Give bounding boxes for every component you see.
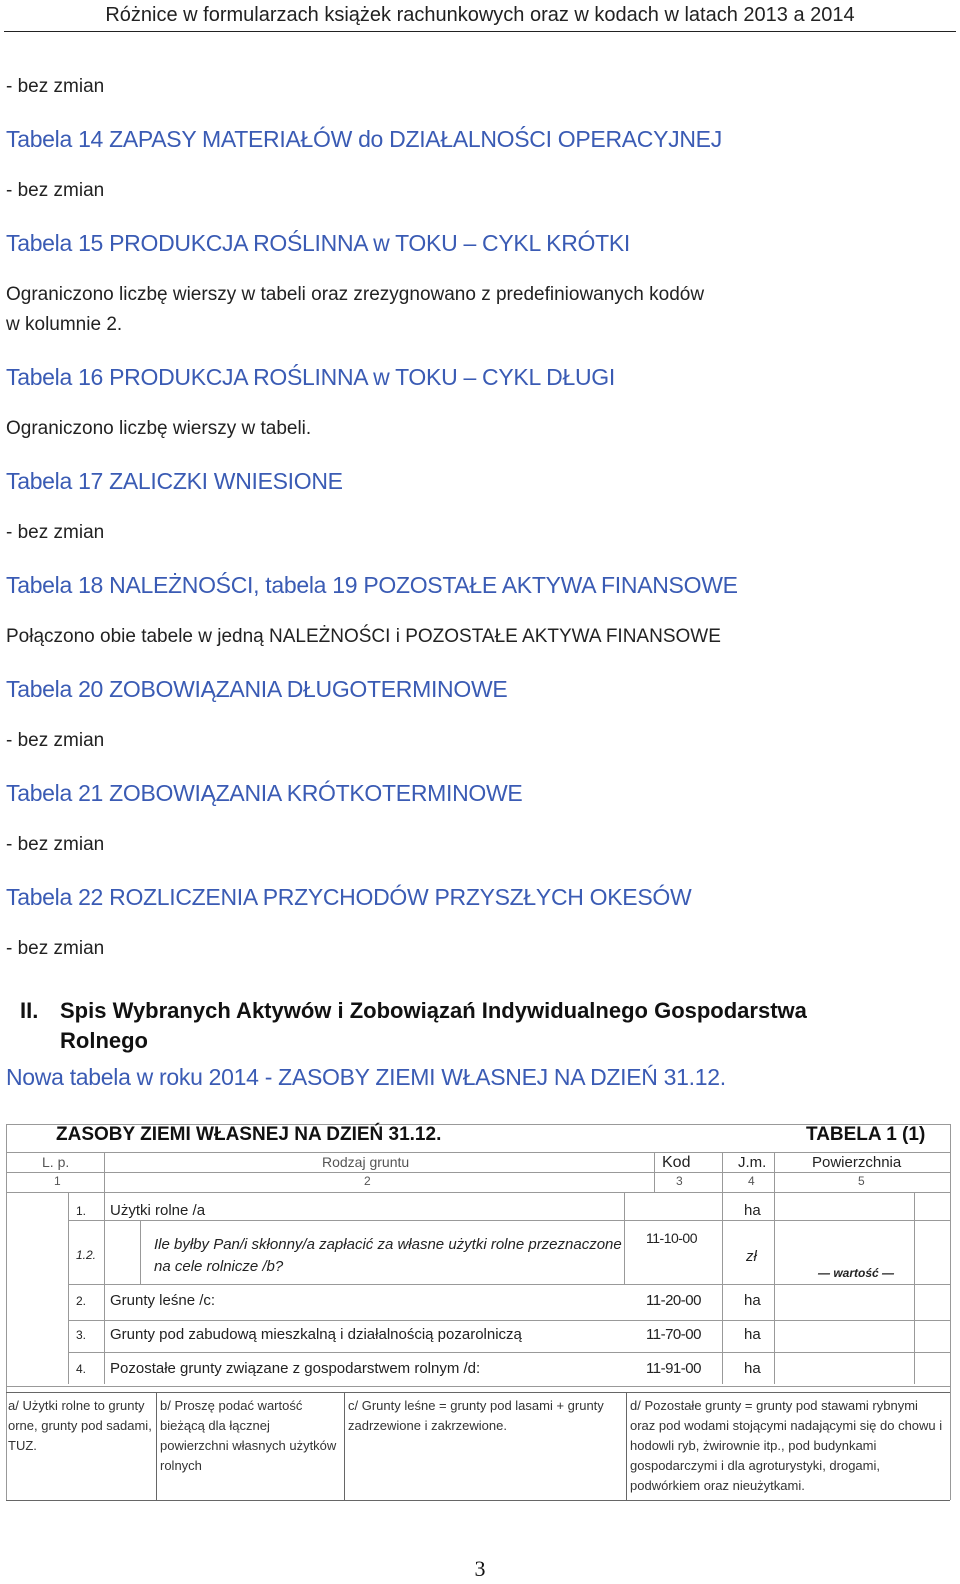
new-table-note: Nowa tabela w roku 2014 - ZASOBY ZIEMI WŁASNEJ NA DZIEŃ 31.12. — [6, 1064, 726, 1090]
row-divider — [6, 1386, 950, 1387]
section-title-line1: Spis Wybranych Aktywów i Zobowiązań Indywidualnego Gospodarstwa — [60, 998, 807, 1023]
col-divider — [104, 1152, 105, 1192]
page-number: 3 — [474, 1556, 486, 1581]
table-border-left — [6, 1124, 7, 1500]
row-name: Grunty leśne /c: — [110, 1292, 216, 1309]
footnote-divider — [156, 1392, 157, 1500]
header-rule — [4, 31, 956, 32]
footnote-divider — [626, 1392, 627, 1500]
row-divider — [68, 1352, 950, 1353]
row-divider — [68, 1220, 950, 1221]
header-rodzaj: Rodzaj gruntu — [322, 1154, 410, 1170]
row-lp: 3. — [76, 1328, 87, 1342]
colnum: 3 — [676, 1174, 683, 1188]
footnote-bottom — [6, 1500, 950, 1501]
colnum: 4 — [748, 1174, 755, 1188]
row-kod: 11-10-00 — [646, 1230, 698, 1246]
section-heading — [20, 996, 807, 1056]
colnum: 2 — [364, 1174, 371, 1188]
row-lp: 1.2. — [76, 1248, 97, 1262]
row-lp: 1. — [76, 1204, 87, 1218]
header-kod: Kod — [662, 1154, 691, 1171]
footnote-divider — [344, 1392, 345, 1500]
text-line: - bez zmian — [6, 76, 105, 97]
text-line: - bez zmian — [6, 180, 105, 201]
text-line: - bez zmian — [6, 730, 105, 751]
footnote-c: c/ Grunty leśne = grunty pod lasami + grunty zadrzewione i zakrzewione. — [348, 1398, 604, 1433]
row-pow: — wartość — — [818, 1266, 895, 1280]
row-lp: 2. — [76, 1294, 87, 1308]
footnote-d: d/ Pozostałe grunty = grunty pod stawami rybnymi oraz pod wodami stojącymi nadającymi się do chowu i hodowli ryb, żwirownie itp., pod budynkami gospodarczymi i dla agroturystyki, drogami, podwórkiem oraz nieużytkami. — [630, 1398, 943, 1493]
table-border-right — [950, 1124, 951, 1500]
colnum: 1 — [54, 1174, 61, 1188]
footnote-top — [6, 1392, 950, 1393]
text-line: Ograniczono liczbę wierszy w tabeli oraz zrezygnowano z predefiniowanych kodów — [6, 284, 705, 305]
text-line: - bez zmian — [6, 522, 105, 543]
row-divider — [68, 1320, 950, 1321]
header-pow: Powierzchnia — [812, 1154, 902, 1171]
row-name: Użytki rolne /a — [110, 1202, 206, 1219]
table-heading: Tabela 14 ZAPASY MATERIAŁÓW do DZIAŁALNOŚCI OPERACYJNEJ — [6, 126, 722, 152]
row-jm: ha — [744, 1202, 761, 1219]
table-heading: Tabela 17 ZALICZKI WNIESIONE — [6, 468, 343, 494]
row-name: Ile byłby Pan/i skłonny/a zapłacić za własne użytki rolne przeznaczone na cele rolnicze /b? — [154, 1236, 622, 1275]
text-line: w kolumnie 2. — [6, 314, 123, 335]
section-number: II. — [20, 998, 39, 1023]
col-divider — [654, 1152, 655, 1192]
row-jm: ha — [744, 1326, 761, 1343]
table-heading: Tabela 21 ZOBOWIĄZANIA KRÓTKOTERMINOWE — [6, 780, 523, 806]
row-divider — [68, 1284, 950, 1285]
footnote-a: a/ Użytki rolne to grunty orne, grunty pod sadami, TUZ. — [8, 1398, 152, 1453]
row-name: Grunty pod zabudową mieszkalną i działalnością pozarolniczą — [110, 1326, 522, 1343]
row-divider — [6, 1152, 950, 1153]
row-kod: 11-20-00 — [646, 1292, 701, 1309]
row-kod: 11-91-00 — [646, 1360, 701, 1377]
col-divider — [624, 1220, 625, 1284]
row-lp: 4. — [76, 1362, 87, 1376]
text-line: Połączono obie tabele w jedną NALEŻNOŚCI i POZOSTAŁE AKTYWA FINANSOWE — [6, 626, 721, 647]
col-divider — [140, 1220, 141, 1284]
text-line: Ograniczono liczbę wierszy w tabeli. — [6, 418, 312, 439]
footnote-b: b/ Proszę podać wartość bieżącą dla łącznej powierzchni własnych użytków rolnych — [160, 1398, 337, 1473]
table-heading: Tabela 15 PRODUKCJA ROŚLINNA w TOKU – CYKL KRÓTKI — [6, 230, 630, 256]
table-title: ZASOBY ZIEMI WŁASNEJ NA DZIEŃ 31.12. — [56, 1124, 442, 1145]
col-divider — [774, 1152, 775, 1192]
table-heading: Tabela 22 ROZLICZENIA PRZYCHODÓW PRZYSZŁYCH OKESÓW — [6, 884, 692, 910]
row-name: Pozostałe grunty związane z gospodarstwem rolnym /d: — [110, 1360, 481, 1377]
row-divider — [6, 1172, 950, 1173]
colnum: 5 — [858, 1174, 865, 1188]
text-line: - bez zmian — [6, 938, 105, 959]
col-divider — [624, 1192, 625, 1220]
col-divider — [722, 1152, 723, 1192]
section-title-line2: Rolnego — [60, 1028, 148, 1053]
row-jm: ha — [744, 1292, 761, 1309]
table-heading: Tabela 18 NALEŻNOŚCI, tabela 19 POZOSTAŁE AKTYWA FINANSOWE — [6, 572, 738, 598]
header-jm: J.m. — [738, 1154, 767, 1171]
land-resources-table — [6, 1124, 956, 1514]
table-heading: Tabela 16 PRODUKCJA ROŚLINNA w TOKU – CYKL DŁUGI — [6, 364, 615, 390]
row-jm: zł — [746, 1248, 757, 1265]
text-line: - bez zmian — [6, 834, 105, 855]
header-lp: L. p. — [42, 1154, 70, 1170]
table-id: TABELA 1 (1) — [806, 1124, 926, 1145]
row-jm: ha — [744, 1360, 761, 1377]
running-header: Różnice w formularzach książek rachunkowych oraz w kodach w latach 2013 a 2014 — [105, 4, 855, 26]
row-kod: 11-70-00 — [646, 1326, 701, 1343]
row-divider — [6, 1192, 950, 1193]
table-heading: Tabela 20 ZOBOWIĄZANIA DŁUGOTERMINOWE — [6, 676, 508, 702]
